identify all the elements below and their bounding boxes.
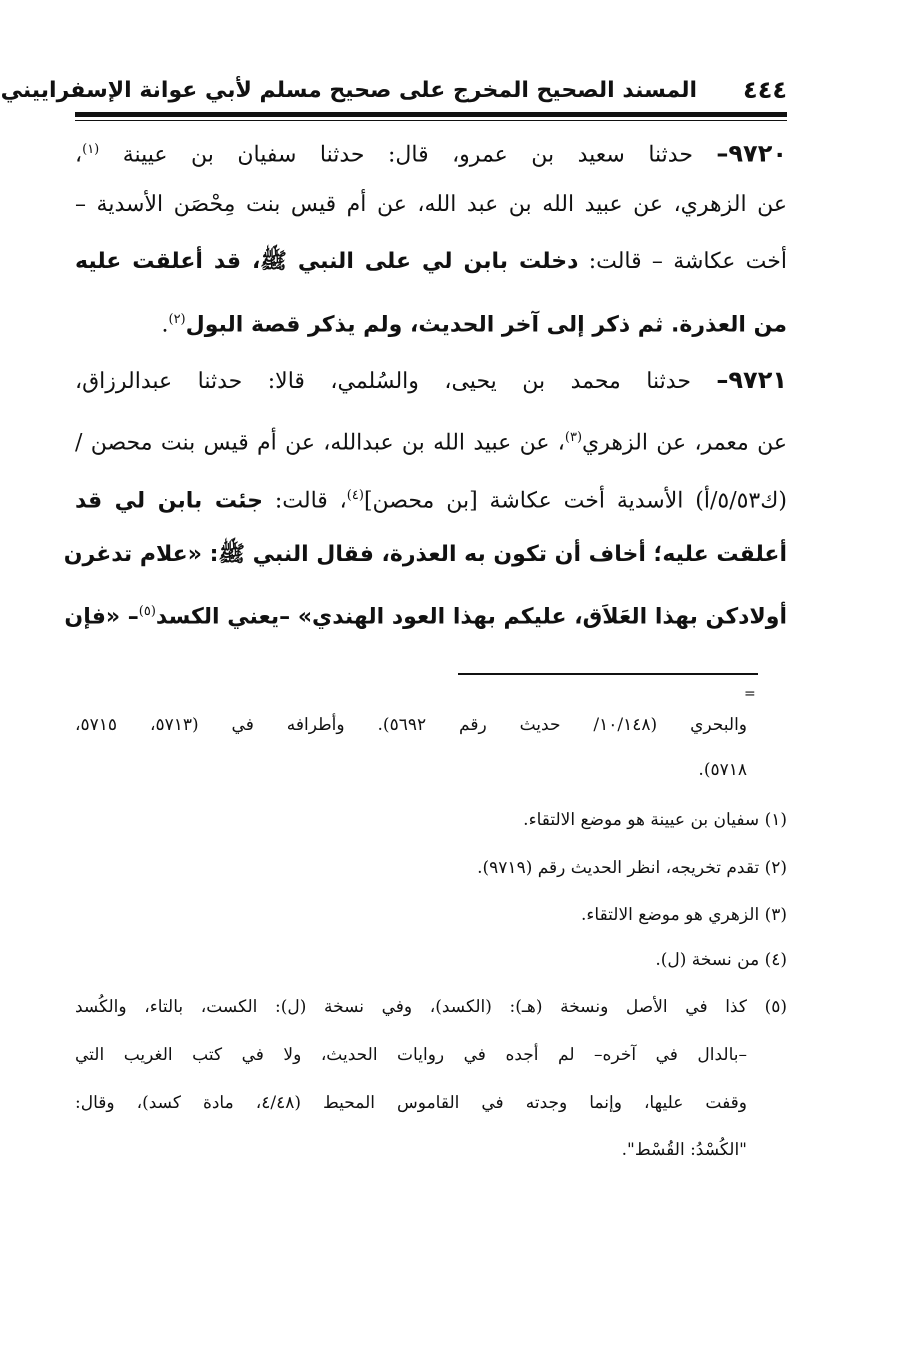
hadith-matn: من العذرة. ثم ذكر إلى آخر الحديث، ولم يذكر قصة البول	[185, 312, 787, 338]
text: ،	[75, 142, 83, 168]
text: .	[161, 312, 169, 338]
footnote-1: (١) سفيان بن عيينة هو موضع الالتقاء.	[523, 810, 787, 830]
footnote-continued-line-2: ٥٧١٨).	[698, 760, 747, 780]
hadith-9720-line-2	[75, 185, 787, 225]
footnote-5-line-3: وقفت عليها، وإنما وجدته في القاموس المحيط (٤/٤٨، مادة كسد)، وقال:	[75, 1093, 748, 1113]
hadith-9721-line-1	[75, 360, 787, 402]
hadith-matn: أولادكن بهذا العَلاَق، عليكم بهذا العود الهندي» –يعني الكسد	[155, 604, 787, 630]
hadith-matn: أعلقت عليه؛ أخاف أن تكون به العذرة، فقال النبي ﷺ: «علام تدغرن	[63, 542, 787, 567]
text: عن معمر، عن الزهري	[582, 430, 787, 456]
hadith-9720-line-3	[75, 242, 787, 282]
footnote-ref: (٣)	[564, 430, 583, 445]
text: حدثنا محمد بن يحيى، والسُلمي، قالا: حدثنا عبدالرزاق،	[75, 369, 717, 394]
page-number: ٤٤٤	[743, 76, 787, 104]
text: حدثنا سعيد بن عمرو، قال: حدثنا سفيان بن عيينة	[99, 142, 717, 168]
footnote-ref: (٥)	[138, 604, 156, 619]
hadith-9721-line-3	[75, 476, 787, 521]
footnote-4: (٤) من نسخة (ل).	[655, 950, 787, 970]
hadith-9720-line-4	[75, 300, 787, 345]
footnote-separator	[458, 673, 758, 675]
footnote-3: (٣) الزهري هو موضع الالتقاء.	[581, 905, 787, 925]
footnote-5-line-4: "الكُسْدُ: القُسْط".	[621, 1140, 747, 1160]
text: ، عن عبيد الله بن عبدالله، عن أم قيس بنت محصن /	[75, 430, 565, 456]
hadith-matn: دخلت بابن لي على النبي ﷺ، قد أعلقت عليه	[75, 249, 579, 274]
text: أخت عكاشة – قالت:	[578, 249, 788, 274]
footnote-2: (٢) تقدم تخريجه، انظر الحديث رقم (٩٧١٩).	[477, 858, 787, 878]
footnote-5-line-1: (٥) كذا في الأصل ونسخة (هـ): (الكسد)، وفي نسخة (ل): الكست، بالتاء، والكُسد	[75, 997, 787, 1017]
hadith-number: ٩٧٢٠–	[716, 139, 787, 168]
text: (ك٥/٥٣/أ) الأسدية أخت عكاشة [بن محصن]	[363, 488, 787, 514]
footnote-ref: (٤)	[346, 488, 364, 503]
footnote-ref: (٢)	[168, 312, 186, 327]
footnote-continued-line-1: والبحري (١٠/١٤٨/ حديث رقم ٥٦٩٢). وأطرافه في (٥٧١٣، ٥٧١٥،	[75, 715, 747, 735]
hadith-9721-line-2	[75, 418, 787, 463]
header-rule-thin	[75, 120, 787, 121]
hadith-9721-line-5	[64, 592, 787, 637]
footnote-ref: (١)	[82, 142, 100, 157]
text: ، قالت:	[262, 488, 347, 514]
header-rule-thick	[75, 112, 787, 117]
hadith-number: ٩٧٢١–	[716, 366, 787, 394]
text: عن الزهري، عن عبيد الله بن عبد الله، عن أم قيس بنت مِحْصَن الأسدية –	[75, 192, 787, 217]
continuation-mark: =	[744, 686, 756, 702]
running-header	[0, 72, 787, 116]
header-title: المسند الصحيح المخرج على صحيح مسلم لأبي عوانة الإسفراييني	[0, 78, 697, 103]
hadith-9720-line-1	[75, 130, 787, 175]
hadith-9721-line-4	[63, 535, 787, 575]
hadith-matn: – «فإن	[64, 604, 139, 630]
hadith-matn: جئت بابن لي قد	[75, 488, 263, 514]
footnote-5-line-2: –بالدال في آخره– لم أجده في روايات الحديث، ولا في كتب الغريب التي	[75, 1045, 747, 1065]
